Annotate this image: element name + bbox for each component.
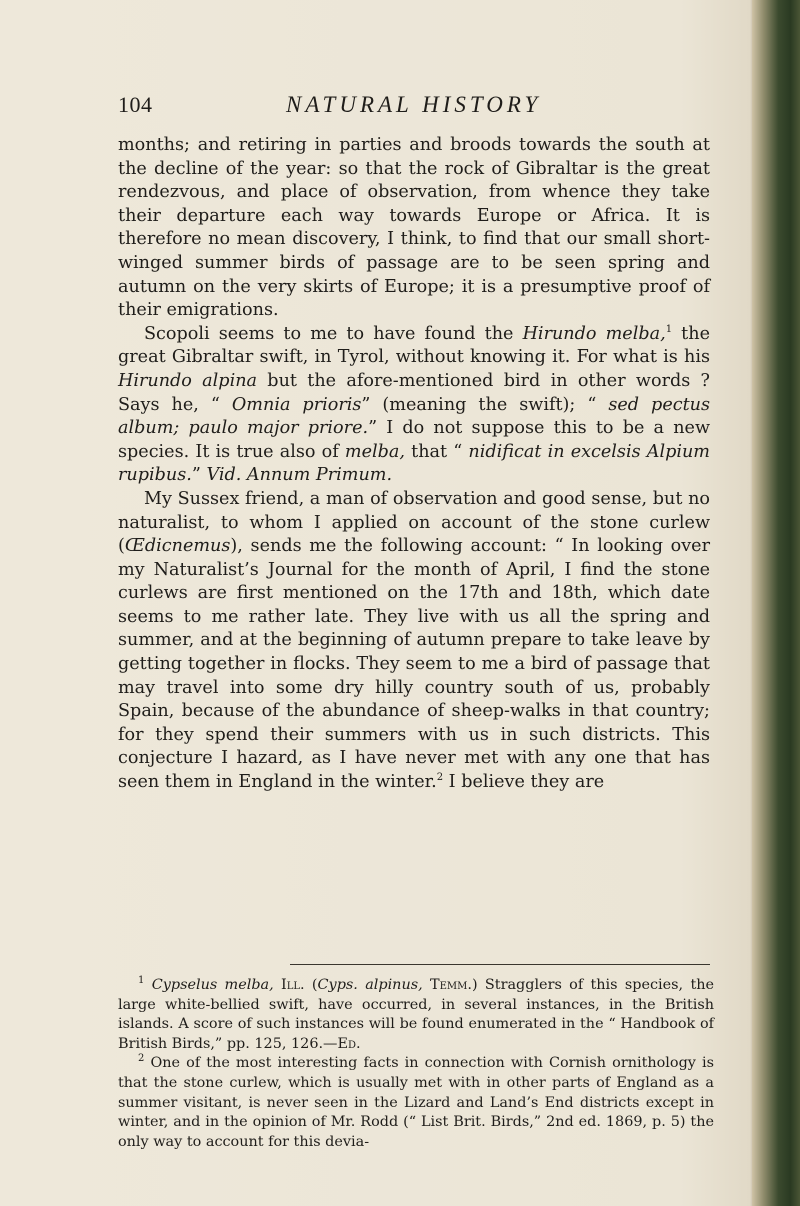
text-run: ), sends me the following account: “ In looking over my Naturalist’s Journal for the month of April, I find the stone curlews are first mentioned on the 17th and 18th, which date seems to me rather late. They live with us all the spring and summer, and at the beginning of autumn prepare to take leave by getting together in flocks. They seem to me a bird of passage that may travel into some dry hilly country south of us, probably Spain, because of the abundance of sheep-walks in that country; for they spend their summers with us in such districts. This conjecture I hazard, as I have never met with any one that has seen them in England in the winter. [118, 536, 710, 793]
text-run: My Sussex friend, a man of observation and good sense, but no naturalist, to whom I applied on account of the stone curlew ( [118, 488, 710, 557]
text-run: but the afore-mentioned bird in other words ? Says he, “ [118, 370, 710, 415]
authority-abbrev: Temm. [430, 977, 472, 993]
paragraph [118, 488, 710, 795]
footnote-rule [290, 964, 710, 965]
footnote [118, 1054, 714, 1152]
italic-term: nidificat in excelsis Alpium rupibus. [118, 441, 710, 486]
footnote-ref: 1 [665, 323, 673, 335]
italic-term: Cyps. alpinus, [317, 977, 423, 993]
paragraph [118, 323, 710, 488]
running-head: NATURAL HISTORY [286, 92, 542, 117]
footnote-number: 1 [138, 975, 145, 987]
text-run: ” (meaning the swift); “ [361, 394, 609, 415]
editor-mark: Ed. [337, 1035, 361, 1052]
text-run: ) Stragglers of this species, the large white-bellied swift, have occurred, in several instances, in the British islands. A score of such instances will be found enumerated in the “ Handbook of British Birds,” pp. 125, 126.— [118, 977, 715, 1052]
footnotes [118, 976, 714, 1152]
italic-term: melba, [344, 441, 405, 462]
text-run: One of the most interesting facts in connection with Cornish ornithology is that the stone curlew, which is usually met with in other parts of England as a summer visitant, is never seen in the Lizard and Land’s End districts except in winter, and in the opinion of Mr. Rodd (“ List Brit. Birds,” 2nd ed. 1869, p. 5) the only way to account for this devia- [118, 1055, 714, 1150]
authority-abbrev: Ill. [281, 977, 305, 993]
italic-term: Hirundo alpina [118, 370, 258, 391]
page-number: 104 [118, 92, 153, 117]
page-header [118, 92, 738, 122]
italic-term: Œdicnemus [124, 536, 231, 557]
italic-term: Hirundo melba, [522, 323, 666, 344]
text-run: the great Gibraltar swift, in Tyrol, without knowing it. For what is his [118, 323, 710, 368]
paragraph: months; and retiring in parties and broods towards the south at the decline of the year: so that the rock of Gibraltar is the great rendezvous, and place of observation, from whence they take their departure each way towards Europe or Africa. It is therefore no mean discovery, I think, to find that our small short-winged summer birds of passage are to be seen spring and autumn on the very skirts of Europe; it is a presumptive proof of their emigrations. [118, 135, 710, 321]
text-run: ” I do not suppose this to be a new species. It is true also of [118, 418, 710, 462]
book-spine [752, 0, 800, 1206]
italic-term: Vid. Annum Primum. [206, 465, 393, 486]
text-run: I believe they are [443, 772, 605, 793]
footnote-ref: 2 [436, 772, 444, 784]
text-run: ( [304, 977, 318, 993]
footnote-number: 2 [138, 1053, 145, 1065]
text-run: that “ [404, 441, 469, 462]
footnote [118, 976, 714, 1054]
text-run: Scopoli seems to me to have found the [144, 323, 523, 344]
italic-term: Omnia prioris [231, 394, 362, 415]
main-text [118, 134, 710, 795]
text-run: ” [191, 465, 207, 486]
italic-term: Cypselus melba, [151, 977, 274, 993]
italic-term: sed pectus album; paulo major priore. [118, 394, 711, 439]
